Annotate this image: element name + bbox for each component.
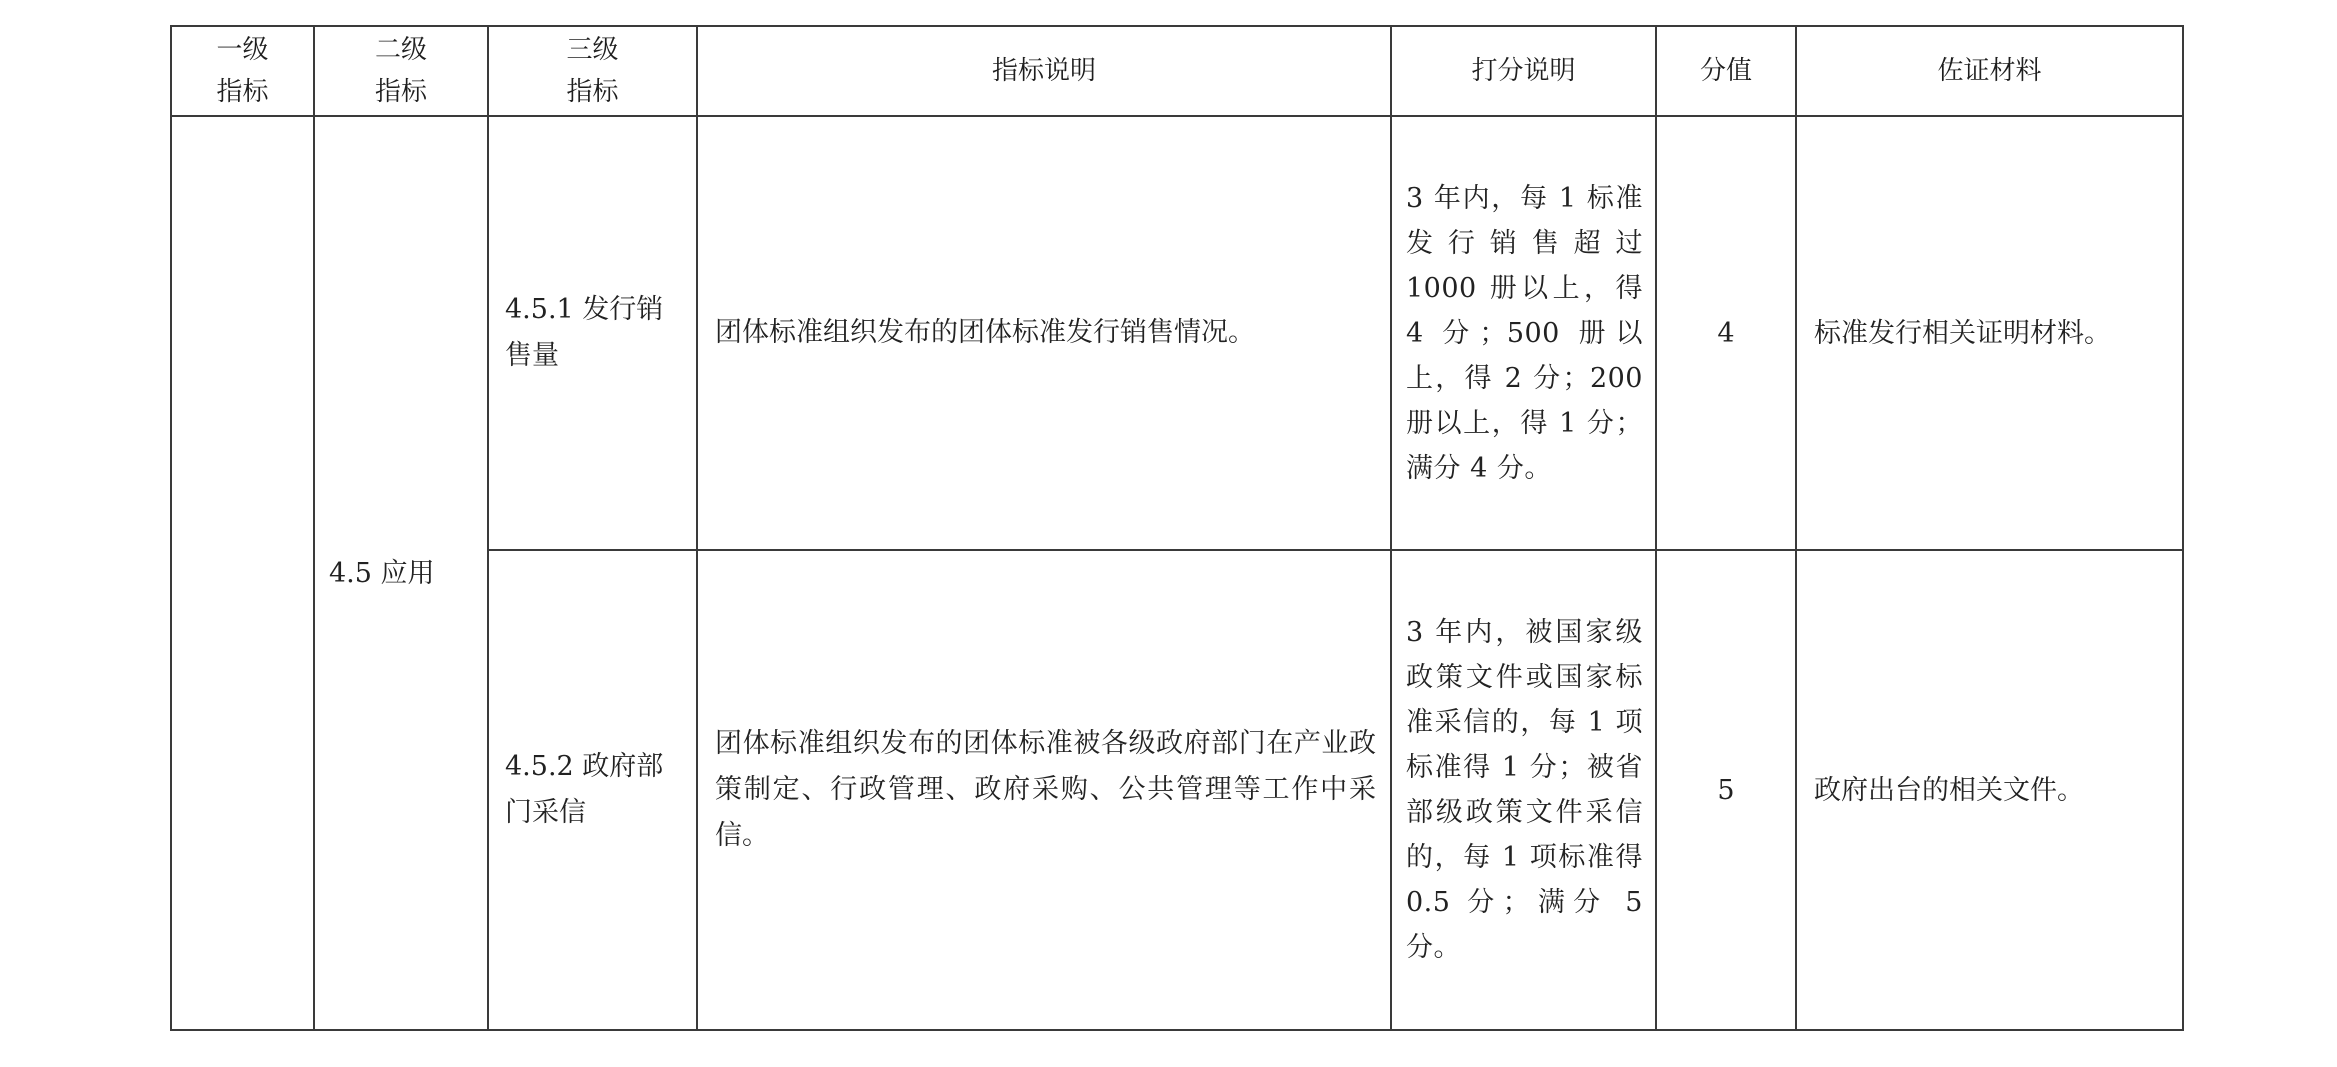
- header-level2-line2: 指标: [374, 77, 427, 107]
- scoring-cell: 3 年内，每 1 标准发行销售超过 1000 册以上，得 4 分；500 册以上，得 2 分；200 册以上，得 1 分；满分 4 分。: [1391, 116, 1656, 550]
- header-description: 指标说明: [697, 26, 1391, 116]
- evidence-cell: 标准发行相关证明材料。: [1796, 116, 2183, 550]
- points-cell: 5: [1656, 550, 1796, 1030]
- header-level3-line1: 三级: [566, 35, 619, 65]
- scoring-cell: 3 年内，被国家级政策文件或国家标准采信的，每 1 项标准得 1 分；被省部级政策文件采信的，每 1 项标准得 0.5 分；满分 5 分。: [1391, 550, 1656, 1030]
- header-level1-line2: 指标: [216, 77, 269, 107]
- header-points: 分值: [1656, 26, 1796, 116]
- table-row: [171, 116, 2183, 550]
- indicator-table: [170, 25, 2184, 1031]
- description-cell: 团体标准组织发布的团体标准发行销售情况。: [697, 116, 1391, 550]
- points-cell: 4: [1656, 116, 1796, 550]
- header-level1: [171, 26, 314, 116]
- evidence-cell: 政府出台的相关文件。: [1796, 550, 2183, 1030]
- table-header-row: [171, 26, 2183, 116]
- level1-cell: [171, 116, 314, 1030]
- header-evidence: 佐证材料: [1796, 26, 2183, 116]
- description-cell: 团体标准组织发布的团体标准被各级政府部门在产业政策制定、行政管理、政府采购、公共管理等工作中采信。: [697, 550, 1391, 1030]
- header-level3: [488, 26, 697, 116]
- header-level3-line2: 指标: [566, 77, 619, 107]
- header-level2: [314, 26, 488, 116]
- header-scoring: 打分说明: [1391, 26, 1656, 116]
- header-level1-line1: 一级: [216, 35, 269, 65]
- level3-cell: 4.5.2 政府部门采信: [488, 550, 697, 1030]
- header-level2-line1: 二级: [374, 35, 427, 65]
- level2-cell: 4.5 应用: [314, 116, 488, 1030]
- level3-cell: 4.5.1 发行销售量: [488, 116, 697, 550]
